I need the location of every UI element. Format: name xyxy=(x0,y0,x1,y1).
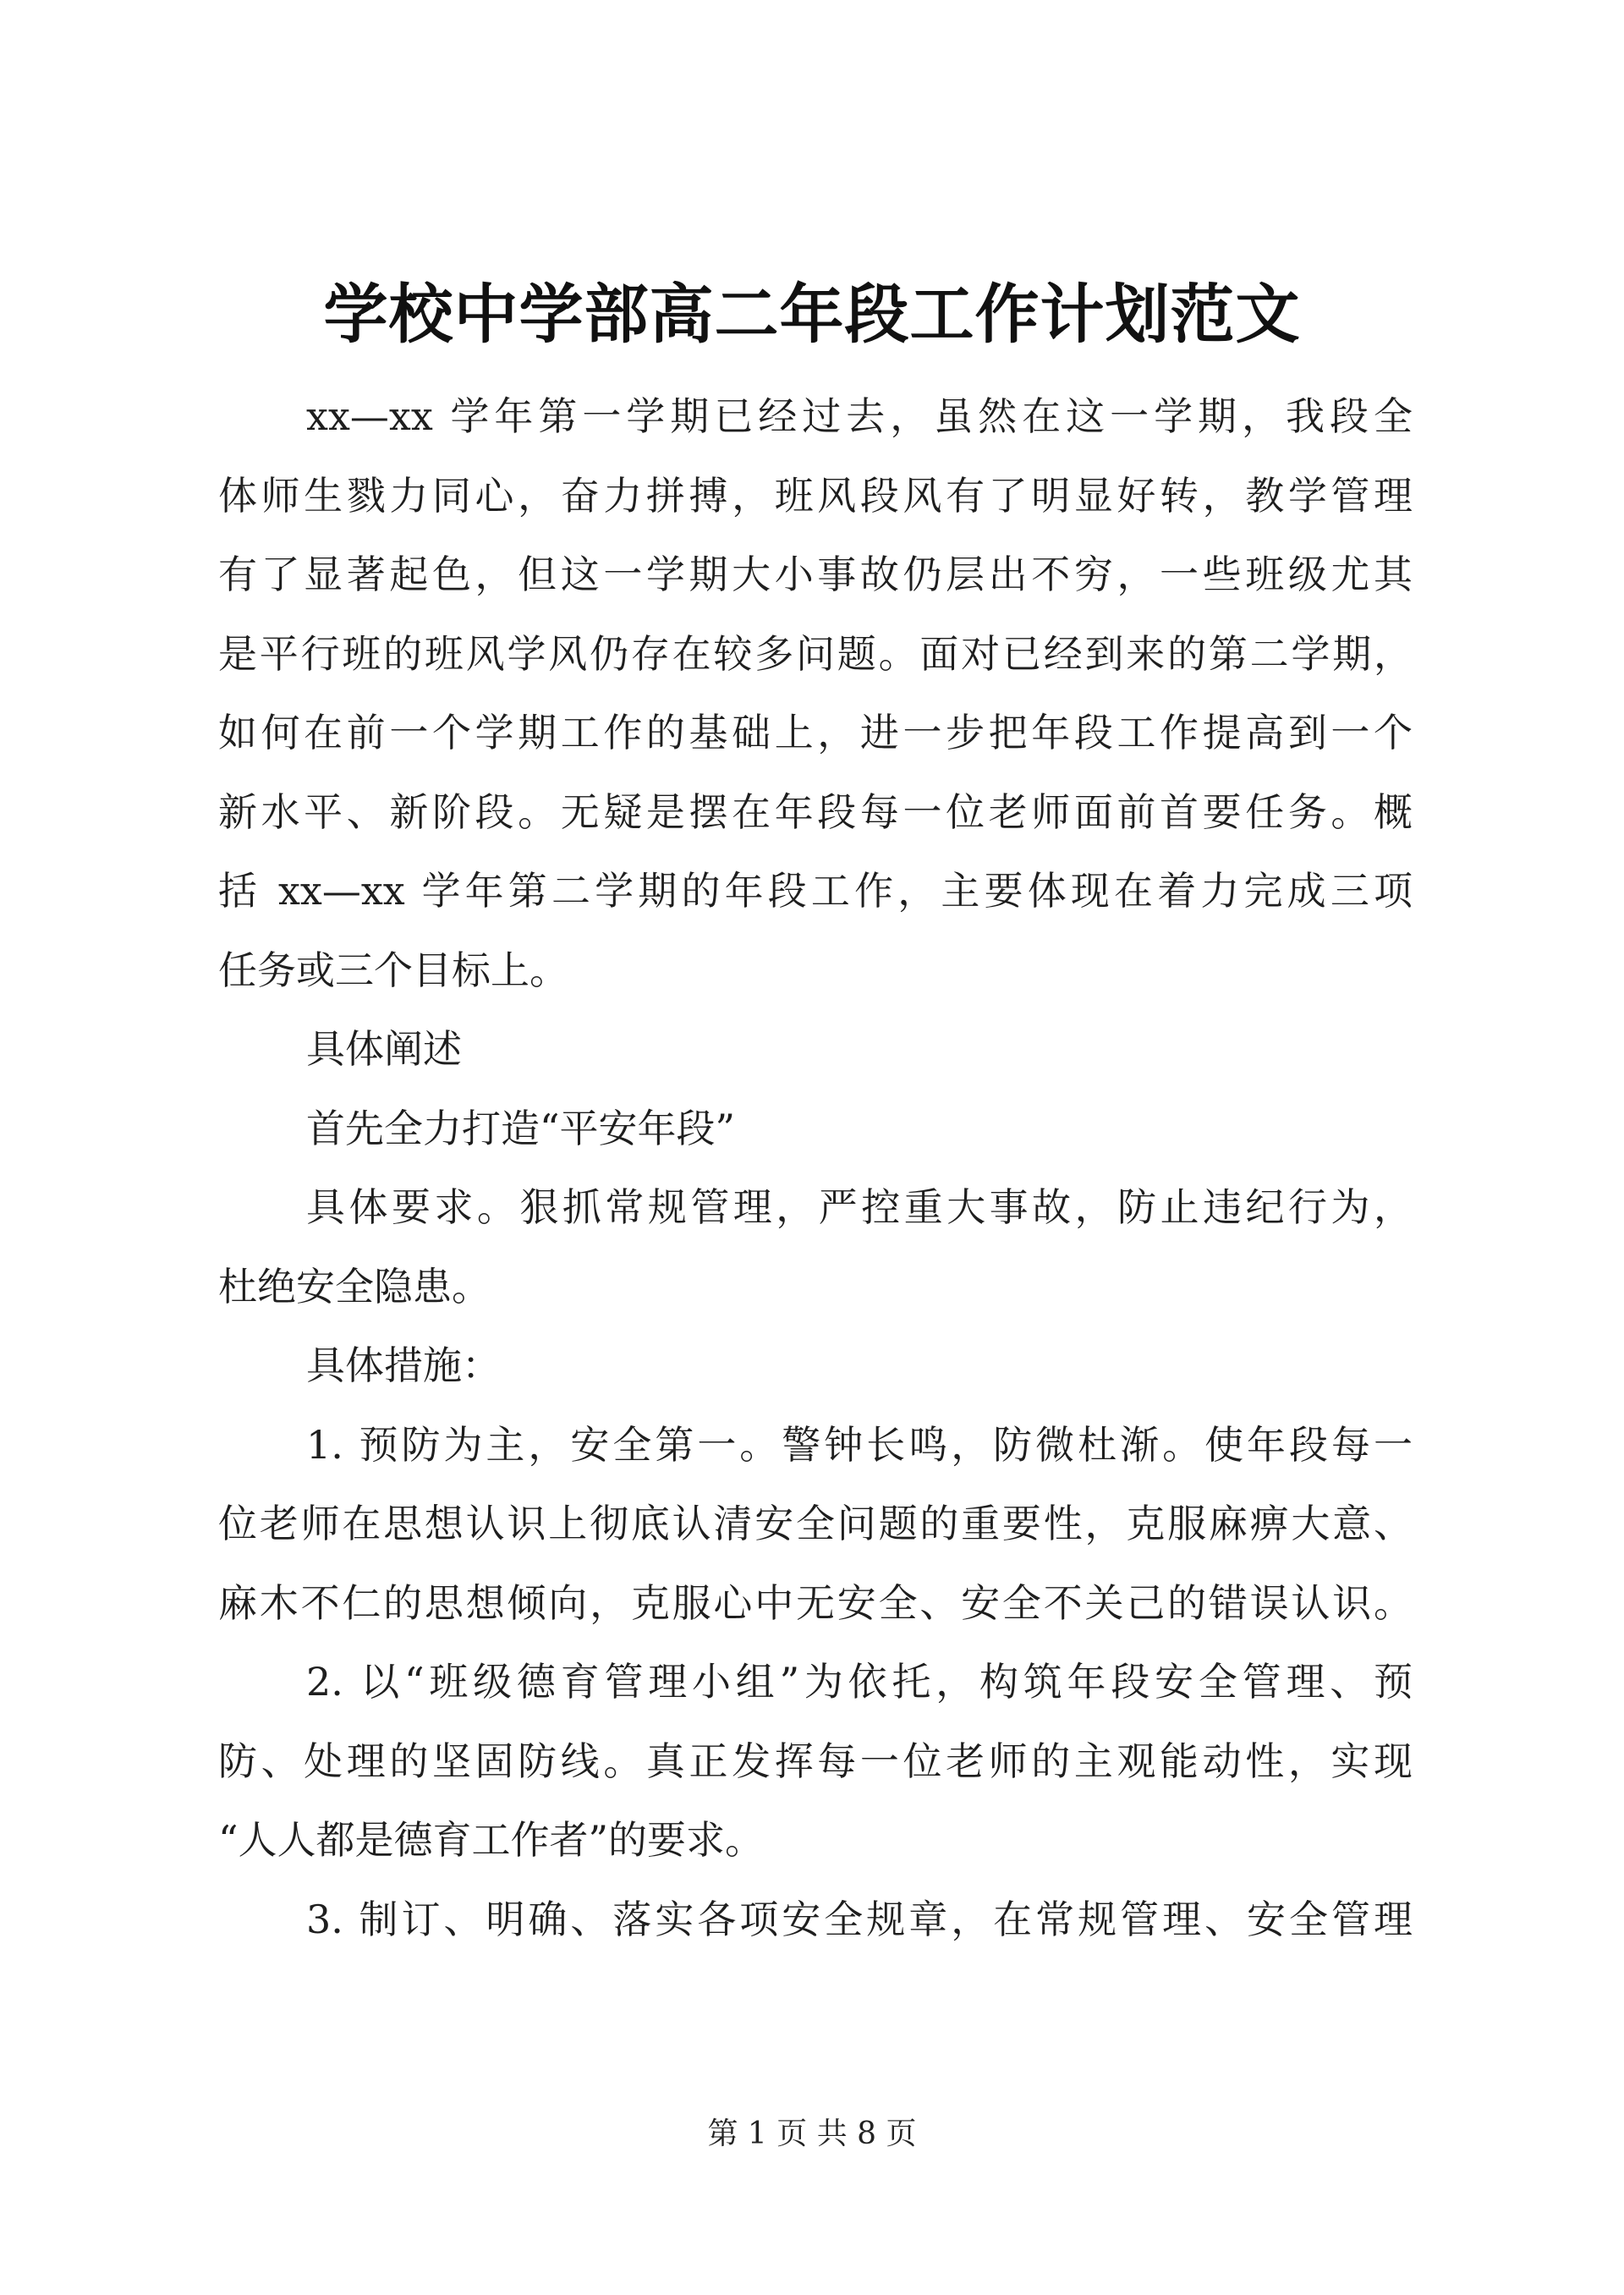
text-line: 新水平、新阶段。无疑是摆在年段每一位老师面前首要任务。概 xyxy=(218,788,1413,835)
text-line: 3. 制订、明确、落实各项安全规章，在常规管理、安全管理 xyxy=(306,1896,1413,1942)
paragraph-heading-safe-grade xyxy=(218,1090,1413,1169)
document-title: 学校中学部高二年段工作计划范文 xyxy=(323,277,1301,352)
paragraph-heading-elaboration xyxy=(218,1010,1413,1090)
paragraph-measure-1 xyxy=(218,1406,1413,1644)
text-line: 任务或三个目标上。 xyxy=(218,947,568,993)
text-line: 具体阐述 xyxy=(306,1026,462,1072)
paragraph-requirements xyxy=(218,1168,1413,1326)
text-line: 首先全力打造“平安年段” xyxy=(306,1105,736,1151)
text-line: 如何在前一个学期工作的基础上，进一步把年段工作提高到一个 xyxy=(218,710,1413,755)
paragraph-measure-2 xyxy=(218,1643,1413,1880)
text-line: 有了显著起色，但这一学期大小事故仍层出不穷，一些班级尤其 xyxy=(218,552,1413,597)
paragraph-intro xyxy=(218,377,1413,1010)
text-line: 体师生戮力同心，奋力拼搏，班风段风有了明显好转，教学管理 xyxy=(218,472,1413,519)
text-line: 是平行班的班风学风仍存在较多问题。面对已经到来的第二学期， xyxy=(218,630,1413,677)
text-line: 2. 以“班级德育管理小组”为依托，构筑年段安全管理、预 xyxy=(306,1659,1413,1705)
document-body xyxy=(218,377,1413,1959)
text-line: 括 xx—xx 学年第二学期的年段工作，主要体现在着力完成三项 xyxy=(218,868,1413,914)
text-line: 杜绝安全隐患。 xyxy=(218,1263,491,1309)
text-line: 具体措施： xyxy=(306,1342,501,1388)
page-number-footer: 第 1 页 共 8 页 xyxy=(707,2117,917,2151)
text-line: 防、处理的坚固防线。真正发挥每一位老师的主观能动性，实现 xyxy=(218,1738,1413,1784)
paragraph-measure-3 xyxy=(218,1880,1413,1960)
text-line: 具体要求。狠抓常规管理，严控重大事故，防止违纪行为， xyxy=(306,1184,1413,1230)
text-line: xx—xx 学年第一学期已经过去，虽然在这一学期，我段全 xyxy=(306,393,1413,439)
text-line: 麻木不仁的思想倾向，克服心中无安全、安全不关己的错误认识。 xyxy=(218,1579,1413,1626)
paragraph-measures-heading xyxy=(218,1326,1413,1406)
text-line: 1. 预防为主，安全第一。警钟长鸣，防微杜渐。使年段每一 xyxy=(306,1421,1413,1468)
text-line: “人人都是德育工作者”的要求。 xyxy=(218,1817,765,1863)
text-line: 位老师在思想认识上彻底认清安全问题的重要性，克服麻痹大意、 xyxy=(218,1501,1413,1546)
